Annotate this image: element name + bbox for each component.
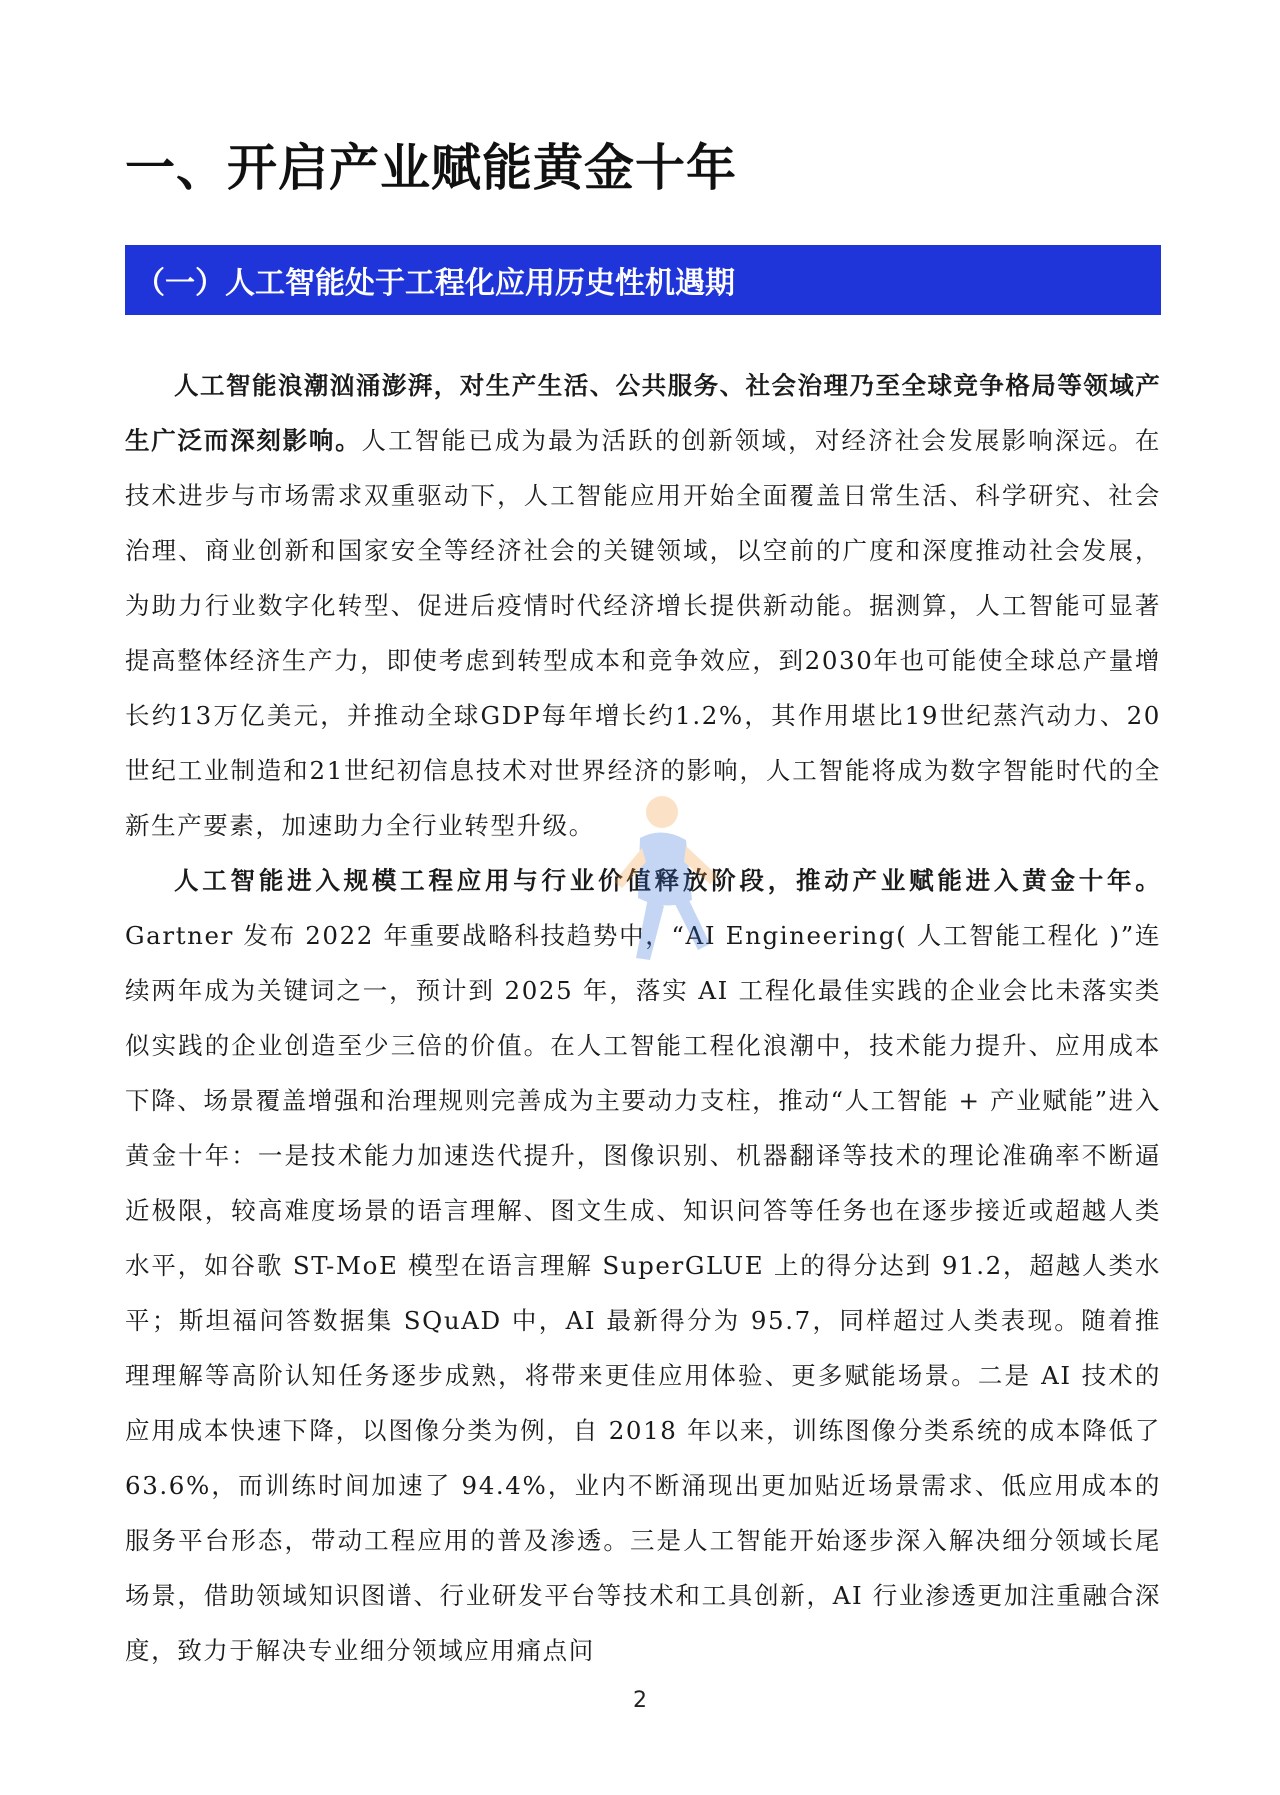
paragraph-text: 人工智能已成为最为活跃的创新领域，对经济社会发展影响深远。在技术进步与市场需求双重驱动下，人工智能应用开始全面覆盖日常生活、科学研究、社会治理、商业创新和国家安全等经济社会的关键领域，以空前的广度和深度推动社会发展，为助力行业数字化转型、促进后疫情时代经济增长提供新动能。据测算，人工智能可显著提高整体经济生产力，即使考虑到转型成本和竞争效应，到2030年也可能使全球总产量增长约13万亿美元，并推动全球GDP每年增长约1.2%，其作用堪比19世纪蒸汽动力、20世纪工业制造和21世纪初信息技术对世界经济的影响，人工智能将成为数字智能时代的全新生产要素，加速助力全行业转型升级。 — [125, 426, 1161, 840]
section-heading-bar — [125, 245, 1161, 315]
body-text — [125, 358, 1161, 1678]
paragraph — [125, 358, 1161, 853]
paragraph-lead: 人工智能进入规模工程应用与行业价值释放阶段，推动产业赋能进入黄金十年。 — [174, 866, 1161, 895]
chapter-title: 一、开启产业赋能黄金十年 — [125, 139, 737, 197]
paragraph — [125, 853, 1161, 1678]
page-number: 2 — [633, 1688, 647, 1713]
section-title: （一）人工智能处于工程化应用历史性机遇期 — [135, 266, 735, 301]
paragraph-text: Gartner 发布 2022 年重要战略科技趋势中，“AI Engineering( 人工智能工程化 )”连续两年成为关键词之一，预计到 2025 年，落实 AI 工程化最佳实践的企业会比未落实类似实践的企业创造至少三倍的价值。在人工智能工程化浪潮中，技术能力提升、应用成本下降、场景覆盖增强和治理规则完善成为主要动力支柱，推动“人工智能 + 产业赋能”进入黄金十年：一是技术能力加速迭代提升，图像识别、机器翻译等技术的理论准确率不断逼近极限，较高难度场景的语言理解、图文生成、知识问答等任务也在逐步接近或超越人类水平，如谷歌 ST-MoE 模型在语言理解 SuperGLUE 上的得分达到 91.2，超越人类水平；斯坦福问答数据集 SQuAD 中，AI 最新得分为 95.7，同样超过人类表现。随着推理理解等高阶认知任务逐步成熟，将带来更佳应用体验、更多赋能场景。二是 AI 技术的应用成本快速下降，以图像分类为例，自 2018 年以来，训练图像分类系统的成本降低了 63.6%，而训练时间加速了 94.4%，业内不断涌现出更加贴近场景需求、低应用成本的服务平台形态，带动工程应用的普及渗透。三是人工智能开始逐步深入解决细分领域长尾场景，借助领域知识图谱、行业研发平台等技术和工具创新，AI 行业渗透更加注重融合深度，致力于解决专业细分领域应用痛点问 — [125, 921, 1161, 1665]
paragraph-lead: 人工智能浪潮汹涌澎湃，对生产生活、公共服务、社会治理乃至全球竞争格局等领域产生广泛而深刻影响。 — [125, 371, 1161, 455]
